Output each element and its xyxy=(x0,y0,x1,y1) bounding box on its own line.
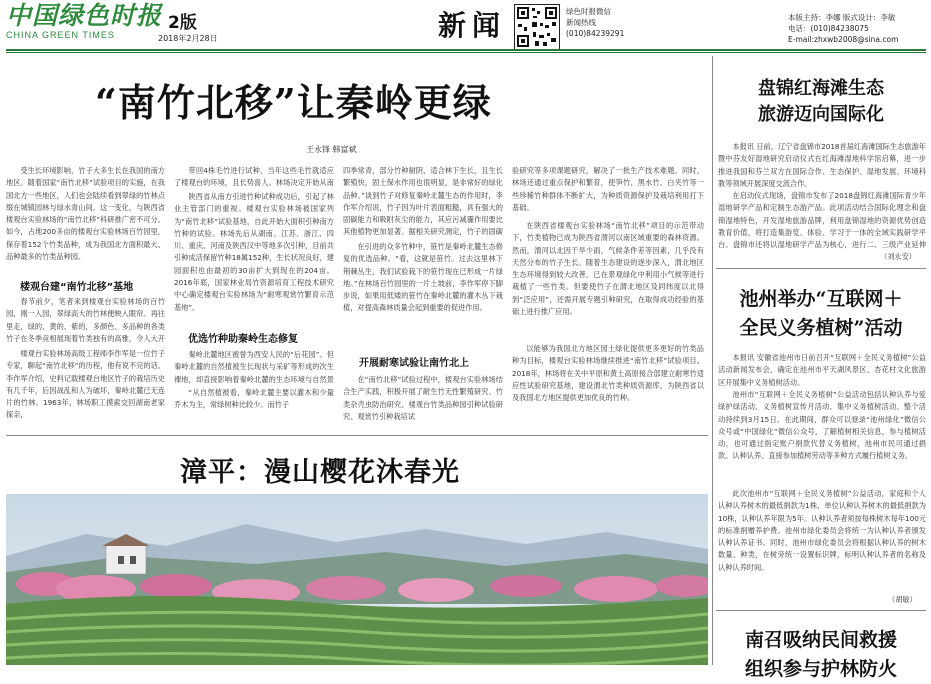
masthead-rule-thin xyxy=(6,52,926,53)
photo-title: 漳平：漫山樱花沐春光 xyxy=(180,457,460,488)
section-title: 新闻 xyxy=(438,9,507,42)
side-author: （刘永安） xyxy=(880,252,916,261)
article-paragraph: “从自然植被看，秦岭北麓主要以灌木和少量乔木为主，常绿树种比较少。而竹子 xyxy=(174,388,334,410)
publish-date: 2018年2月28日 xyxy=(158,34,218,43)
article-paragraph: 此次池州市“互联网＋全民义务植树”公益活动，家庭和个人认种认养树木的最低捐款为1株，单位认种认养树木的最低捐款为10株，认种认养年限为5年。认种认养者须按每株树木每年100元的标准捐赠养护费。池州市绿化委员会将统一为认种认养者颁发认种认养证书。同时，池州市绿化委员会将根据认种认养的树木数量、种类，在树旁统一设置标识牌，标明认种认养者的名称及认种认养时间。 xyxy=(718,489,926,572)
contact-line: 绿色时报微信 xyxy=(566,7,611,16)
article-subhead: 开展耐寒试验让南竹北上 xyxy=(359,358,469,369)
masthead-logo xyxy=(6,2,166,38)
article-paragraph: 楼观台实验林场高级工程师李作军是一位竹子专家，聊起“南竹北移”的历程，他有说不完的话。李作军介绍，史料记载楼观台地区竹子的栽培历史有几千年，后因战乱和人为破坏，秦岭北麓已无连片的竹林。1963年，林场职工摸索交回湖南老家探亲， xyxy=(6,349,165,420)
article-paragraph: 在陕西省楼观台实验林场“南竹北移”项目的示范带动下，竹类植物已成为陕西省渭河以南区域重要的森林资源。然而，渭河以北因干旱少雨，气候条件差等因素，几乎没有天然分布的竹子生长。随着生态建设的逐步深入，渭北地区生态环境得到较大改善，已在景观绿化中利用小气候等进行栽植了一些竹类。但要使竹子在渭北地区及同纬度以北得到“泛应用”，还需开展专题引种研究，在取得成功经验的基础上进行推广应用。 xyxy=(512,221,704,317)
contact-info xyxy=(566,6,624,39)
article-paragraph: 带回4株毛竹进行试种，当年这些毛竹就适应了楼观台的环境，且长势喜人。林场决定开始从南 xyxy=(174,166,334,188)
section-divider xyxy=(716,268,926,269)
article-subhead: 优选竹种助秦岭生态修复 xyxy=(188,334,298,345)
article-paragraph: 在“南竹北移”试验过程中，楼观台实验林场结合生产实践，积极开展了耐生竹无性繁殖研究、竹类杂壳虫防治研究、楼观台竹类品种园引种试验研究、观赏竹引种栽培试 xyxy=(343,375,503,421)
article-paragraph: 池州市“互联网＋全民义务植树”公益活动包括认种认养与爱绿护绿活动、义务植树宣传月活动、集中义务植树活动。整个活动持续到3月15日。在此期间，群众可以登录“池州绿化”微信公众号或“中国绿化”微信公众号，了解植树相关信息，参与植树活动，也可通过指定账户捐款代替义务植树，池州市民可通过捐款、认种认养、直接参加植树劳动等多种方式履行植树义务。 xyxy=(718,390,926,461)
page-number: 2版 xyxy=(168,13,197,33)
side-headline-2 xyxy=(716,285,926,343)
column-divider xyxy=(712,56,713,665)
side-headline-3 xyxy=(716,626,926,684)
side-author: （胡敏） xyxy=(888,595,917,604)
editor-info xyxy=(788,12,898,45)
landscape-photo xyxy=(6,494,708,665)
article-subhead: 楼观台建“南竹北移”基地 xyxy=(20,282,134,293)
article-paragraph: 春节前夕，笔者来到楼观台实验林场的百竹园，刚一入园，翠绿高大的竹林便映入眼帘。再往里走，绿的、黄的、紫的，多颜色、多品种的各类竹子在冬季竞相展现着竹类独有的高雅，令人大开 xyxy=(6,297,165,343)
editor-line: 本版主持：李娜 版式设计：李敏 xyxy=(788,13,896,22)
headline-line: 南召吸纳民间救援 xyxy=(744,629,897,651)
article-paragraph: 受生长环境影响，竹子大多生长在我国的南方地区。随着国家“南竹北移”试验项目的实施，在我国北方一些地区，人们也会陆续看到翠绿的竹林点缀在城镇园林与绿水青山间。这一变化，与陕西省楼观台实验林场的“南竹北移”科研推广密不可分。如今，占地200多亩的楼观台实验林场百竹园里，保存着152个竹类品种，成为我国北方面积最大、品种最多的竹类品种园。 xyxy=(6,166,165,262)
headline-line: 组织参与护林防火 xyxy=(744,658,897,680)
logo-chinese: 中国绿色时报 xyxy=(6,1,163,30)
article-paragraph: 本报讯 安徽省池州市日前召开“互联网＋全民义务植树”公益活动新闻发布会，确定在池州市平天湖风景区、杏花村文化旅游区开展集中义务植树活动。 xyxy=(718,353,926,387)
headline-line: 盘锦红海滩生态 xyxy=(758,78,884,99)
section-divider xyxy=(716,610,926,611)
article-paragraph: 验研究等多项课题研究，解决了一批生产技术难题。同时，林场还通过重点保护和繁育，使笋竹、黑水竹、白夹竹等一些珍稀竹种群体不断扩大，为种质资源保护及栽培利用打下基础。 xyxy=(512,166,704,212)
headline-line: 旅游迈向国际化 xyxy=(758,104,884,125)
main-headline: “南竹北移”让秦岭更绿 xyxy=(95,80,492,125)
section-divider xyxy=(6,435,708,436)
logo-english: CHINA GREEN TIMES xyxy=(6,30,115,40)
article-paragraph: 秦岭北麓地区被誉为西安人民的“后花园”。但秦岭北麓的自然植被生长现状与采矿等形成的次生裸地，却直接影响着秦岭北麓的生态环境与自然景 xyxy=(174,350,334,384)
masthead-rule xyxy=(6,49,926,51)
article-paragraph: 在引进的众多竹种中，笹竹是秦岭北麓生态修复的优选品种。“看，这就是笹竹。过去这里林下荆棘丛生，我们试验栽下的笹竹现在已形成一片绿地。”在林场百竹园里的一片土坡前，李作军停下脚步说，如果用低矮的笹竹在秦岭北麓的灌木丛下栽植，对提高森林质量会起到重要的促进作用。 xyxy=(343,242,503,313)
article-paragraph: 四季常青，部分竹种耐阴，适合林下生长，且生长繁殖快，固土保水作用也很明显，是非常好的绿化品种。”谈到竹子对修复秦岭北麓生态的作用时，李作军介绍说，竹子因为叶片表面粗糙，具有强大的固碳能力和吸附灰尘的能力，其应污减霾作用要比其他植物更加显著。据相关研究测定，竹子的固碳 xyxy=(343,166,503,237)
editor-line: 电话：(010)84238075 xyxy=(788,24,869,33)
headline-line: 池州举办“互联网＋ xyxy=(739,288,903,310)
article-paragraph: 在启动仪式现场，盘锦市发布了2018盘锦红海滩国际青少年湿地研学产品和定制生态游产品。此项活动结合国际化理念和盘锦湿地特色，开发湿地旅游品牌，利用盘锦湿地的资源优势创造教育价值，将打造集游览、体验、学习于一体的全域实践研学平台。盘锦市还将以湿地研学产品为核心，进行二、三级产业延伸 xyxy=(718,191,926,250)
main-byline: 王永锋 韩富斌 xyxy=(306,145,357,154)
editor-line: E-mail:zhxwb2008@sina.com xyxy=(788,35,899,44)
side-headline-1 xyxy=(716,76,926,128)
qr-code-icon xyxy=(514,4,560,50)
headline-line: 全民义务植树”活动 xyxy=(739,317,903,339)
contact-line: 新闻热线 xyxy=(566,18,596,27)
article-paragraph: 以能够为我国北方地区园土绿化提供更多更好的竹类品种为目标，楼观台实验林场继续推进“南竹北移”试验项目。2018年，林场将在关中平原和黄土高原接合部建立耐寒竹适应性试验研究基地，建设渭北竹类种质资源库，为陕西省以及我国北方地区提供更加优良的竹种。 xyxy=(512,344,704,403)
article-paragraph: 陕西省从南方引进竹种试种成功后，引起了林业主管部门的重视。楼观台实验林场被国家列为“南竹北移”试验基地，自此开始大面积引种南方竹种的试验。林场先后从湖南、江苏、浙江、四川、重庆、河南及陕西汉中等地多次引种，目前共引种成活保留竹种18属152种，生长状况良好，建园面积也由最初的30亩扩大到现在的204亩。2016年底，国家林业局竹资源培育工程技术研究中心确定楼观台实验林场为“耐寒观赏竹繁育示范基地”。 xyxy=(174,192,334,312)
contact-line: (010)84239291 xyxy=(566,29,625,38)
article-paragraph: 本报讯 日前，辽宁省盘锦市2018首届红海滩国际生态旅游年暨中芬友好湿地研究启动仪式在红海滩湿地科学馆启幕，进一步推进我国和芬兰双方在国际合作、生态保护、湿地发展、环境科教等领域开展深度交流合作。 xyxy=(718,142,926,188)
